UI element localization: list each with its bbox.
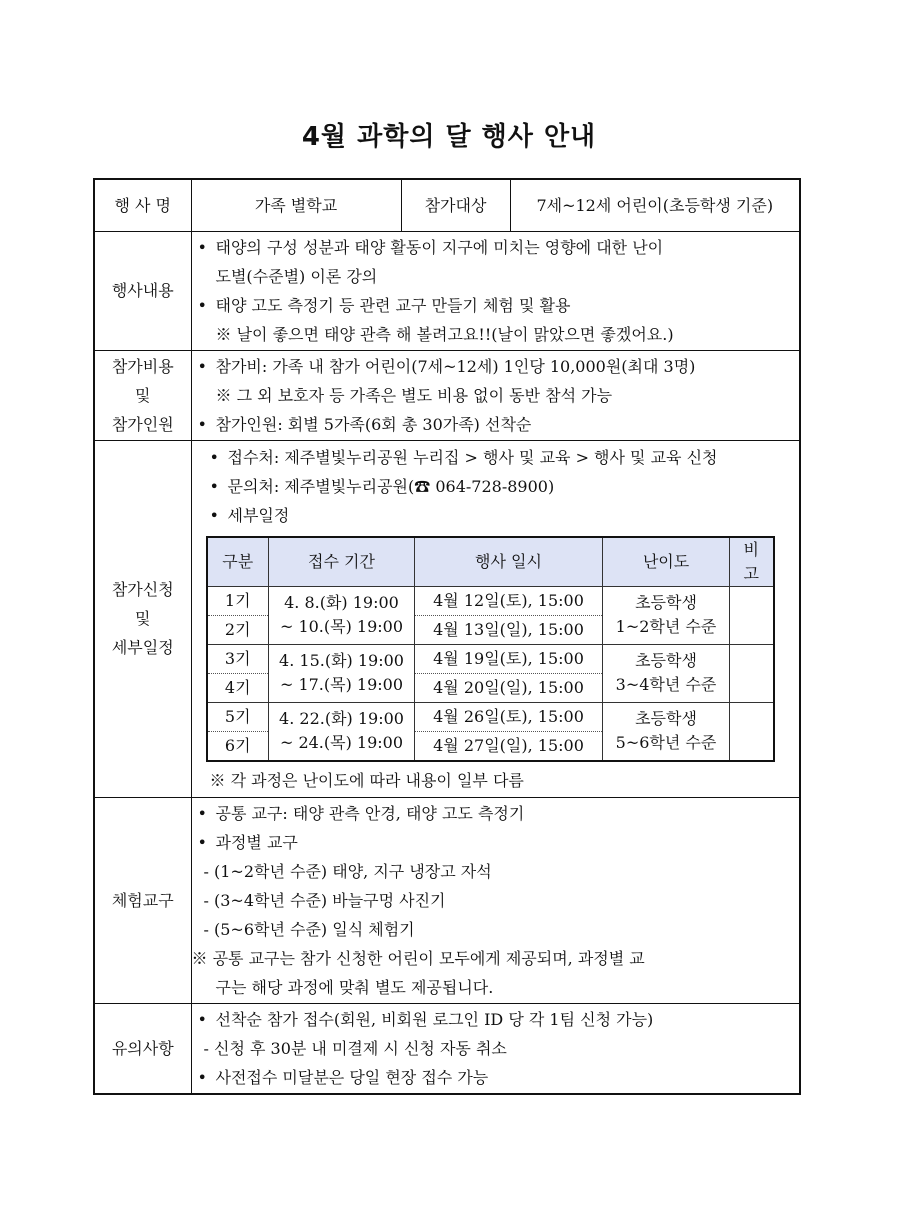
event-date-6: 4월 27일(일), 15:00 (415, 731, 603, 761)
tools-detail-2: - (3~4학년 수준) 바늘구멍 사진기 (203, 890, 446, 910)
header-remarks-1: 비 (743, 539, 759, 559)
caution-label: 유의사항 (94, 1003, 191, 1094)
table-row (207, 702, 774, 731)
content-bullet-1-cont: 도별(수준별) 이론 강의 (215, 266, 378, 286)
level-1 (603, 586, 730, 644)
event-date-2: 4월 13일(일), 15:00 (415, 615, 603, 644)
remarks-2 (730, 644, 774, 702)
header-remarks (730, 537, 774, 587)
session-6: 6기 (207, 731, 269, 761)
level-3-line-2: 5~6학년 수준 (615, 733, 717, 752)
content-bullet-2: • 태양 고도 측정기 등 관련 교구 만들기 체험 및 활용 (192, 291, 800, 320)
content-note: ※ 날이 좋으면 태양 관측 해 볼려고요!!(날이 맑았으면 좋겠어요.) (215, 324, 674, 344)
tools-bullet-2: • 과정별 교구 (192, 828, 800, 857)
tools-detail-1: - (1~2학년 수준) 태양, 지구 냉장고 자석 (203, 861, 492, 881)
header-level: 난이도 (603, 537, 730, 587)
tools-row (94, 797, 800, 1003)
apply-bullet-3: • 세부일정 (204, 501, 800, 530)
tools-bullet-1: • 공통 교구: 태양 관측 안경, 태양 고도 측정기 (192, 799, 800, 828)
content-bullet-1: • 태양의 구성 성분과 태양 활동이 지구에 미치는 영향에 대한 난이 (192, 233, 800, 262)
table-row (207, 586, 774, 615)
level-2 (603, 644, 730, 702)
schedule-note: ※ 각 과정은 난이도에 따라 내용이 일부 다름 (209, 770, 524, 790)
cost-label-2: 및 (135, 385, 151, 405)
apply-row (94, 440, 800, 797)
caution-row (94, 1003, 800, 1094)
event-date-5: 4월 26일(토), 15:00 (415, 702, 603, 731)
apply-label-2: 및 (135, 609, 151, 628)
tools-label: 체험교구 (94, 797, 191, 1003)
level-3 (603, 702, 730, 761)
level-2-line-1: 초등학생 (635, 651, 697, 670)
session-3: 3기 (207, 644, 269, 673)
event-date-1: 4월 12일(토), 15:00 (415, 586, 603, 615)
target-label: 참가대상 (401, 179, 510, 231)
schedule-header (207, 537, 774, 587)
caution-bullet-2: • 사전접수 미달분은 당일 현장 접수 가능 (192, 1063, 800, 1092)
registration-start-1: 4. 8.(화) 19:00 (284, 593, 399, 612)
session-5: 5기 (207, 702, 269, 731)
target-value: 7세~12세 어린이(초등학생 기준) (510, 179, 800, 231)
registration-end-3: ~ 24.(목) 19:00 (279, 733, 404, 752)
header-event-date: 행사 일시 (415, 537, 603, 587)
table-row (207, 644, 774, 673)
event-date-3: 4월 19일(토), 15:00 (415, 644, 603, 673)
registration-end-2: ~ 17.(목) 19:00 (279, 675, 404, 694)
content-label: 행사내용 (94, 231, 191, 350)
event-date-4: 4월 20일(일), 15:00 (415, 673, 603, 702)
cost-note: ※ 그 외 보호자 등 가족은 별도 비용 없이 동반 참석 가능 (215, 385, 613, 405)
event-name: 가족 별학교 (191, 179, 401, 231)
cost-label-1: 참가비용 (111, 356, 174, 376)
tools-note-1: ※ 공통 교구는 참가 신청한 어린이 모두에게 제공되며, 과정별 교 (191, 948, 645, 968)
cost-bullet-1: • 참가비: 가족 내 참가 어린이(7세~12세) 1인당 10,000원(최대 3명) (192, 352, 800, 381)
registration-start-3: 4. 22.(화) 19:00 (279, 709, 404, 728)
registration-period-1 (269, 586, 415, 644)
level-3-line-1: 초등학생 (635, 709, 697, 728)
header-session: 구분 (207, 537, 269, 587)
apply-bullet-2 (204, 472, 800, 501)
event-row (94, 179, 800, 231)
registration-period-3 (269, 702, 415, 761)
session-2: 2기 (207, 615, 269, 644)
content-row (94, 231, 800, 350)
registration-end-1: ~ 10.(목) 19:00 (279, 617, 404, 636)
cost-row (94, 350, 800, 440)
registration-period-2 (269, 644, 415, 702)
level-1-line-2: 1~2학년 수준 (615, 617, 717, 636)
page-title: 4월 과학의 달 행사 안내 (301, 122, 597, 152)
level-2-line-2: 3~4학년 수준 (615, 675, 717, 694)
cost-bullet-2: • 참가인원: 회별 5가족(6회 총 30가족) 선착순 (192, 410, 800, 439)
tools-note-2: 구는 해당 과정에 맞춰 별도 제공됩니다. (215, 977, 494, 997)
remarks-3 (730, 702, 774, 761)
phone-icon: ☎ (414, 476, 431, 496)
apply-contact-pre: 문의처: 제주별빛누리공원( (227, 476, 415, 496)
level-1-line-1: 초등학생 (635, 593, 697, 612)
session-4: 4기 (207, 673, 269, 702)
cost-label-3: 참가인원 (111, 414, 174, 434)
event-name-label: 행 사 명 (94, 179, 191, 231)
session-1: 1기 (207, 586, 269, 615)
caution-bullet-1: • 선착순 참가 접수(회원, 비회원 로그인 ID 당 각 1팀 신청 가능) (192, 1005, 800, 1034)
schedule-table (206, 536, 775, 762)
tools-detail-3: - (5~6학년 수준) 일식 체험기 (203, 919, 415, 939)
header-remarks-2: 고 (743, 563, 759, 583)
apply-label-3: 세부일정 (111, 638, 174, 657)
info-table (93, 178, 801, 1095)
apply-bullet-1: • 접수처: 제주별빛누리공원 누리집 > 행사 및 교육 > 행사 및 교육 신청 (204, 443, 800, 472)
apply-contact-post: 064-728-8900) (430, 476, 555, 496)
remarks-1 (730, 586, 774, 644)
apply-label-1: 참가신청 (111, 580, 174, 599)
caution-detail-1: - 신청 후 30분 내 미결제 시 신청 자동 취소 (203, 1038, 507, 1058)
registration-start-2: 4. 15.(화) 19:00 (279, 651, 404, 670)
header-registration: 접수 기간 (269, 537, 415, 587)
